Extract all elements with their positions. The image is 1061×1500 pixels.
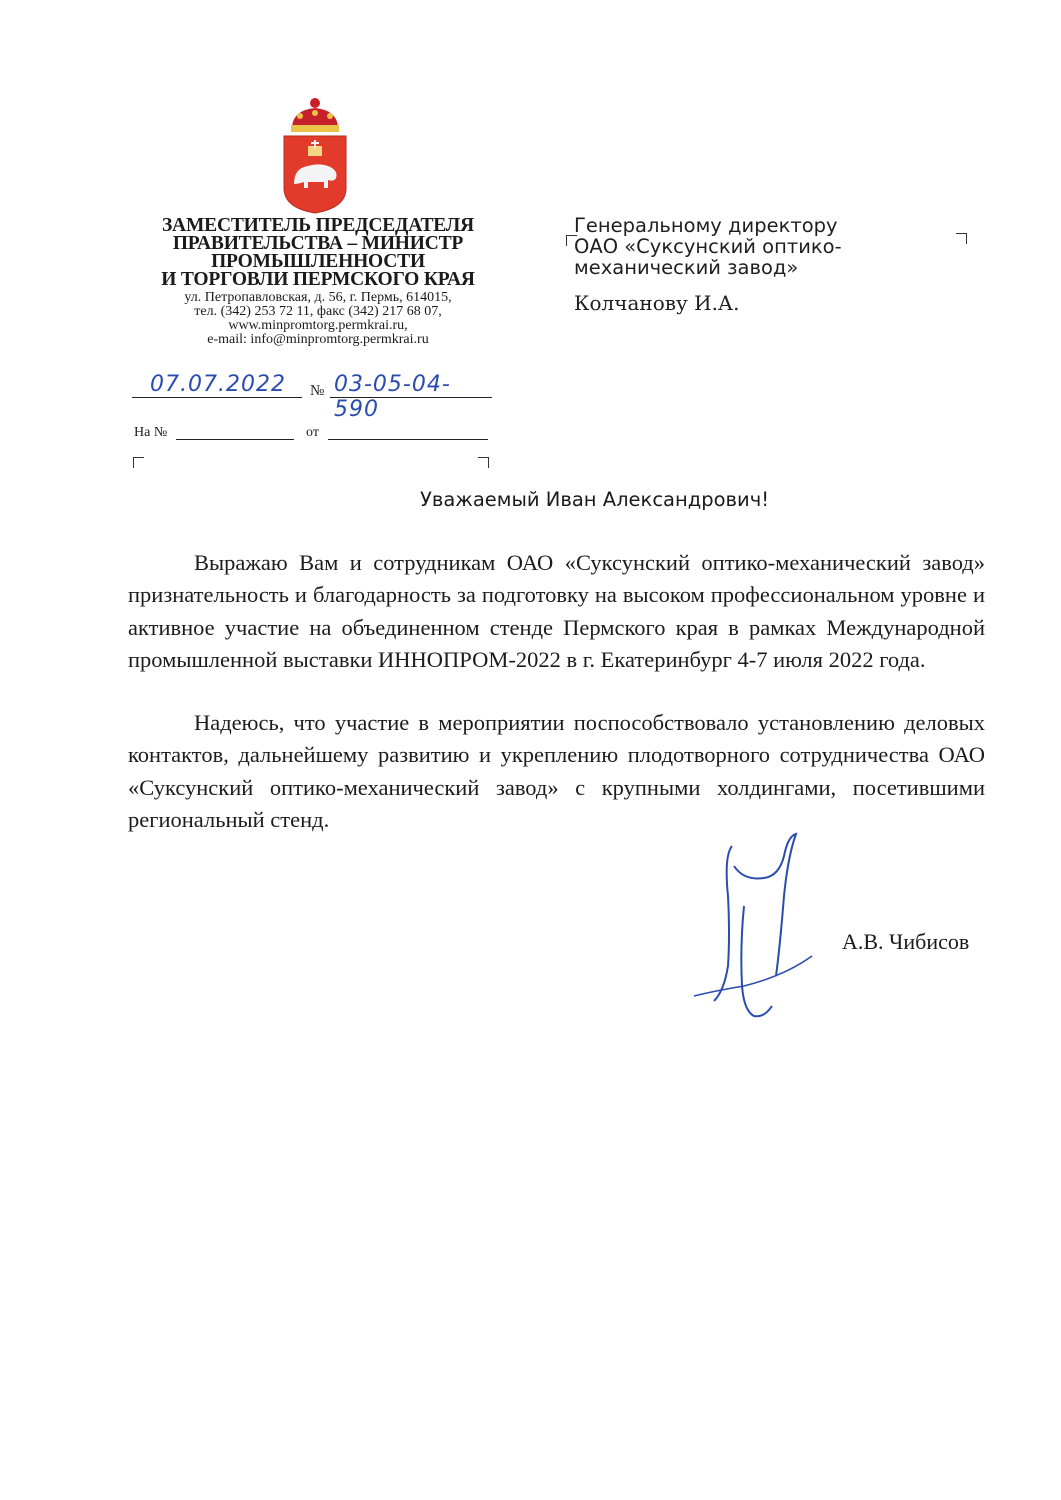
coat-of-arms-icon	[278, 96, 352, 214]
reference-label: На №	[134, 425, 168, 440]
sender-title-line: ЗАМЕСТИТЕЛЬ ПРЕДСЕДАТЕЛЯ	[161, 215, 475, 236]
registration-number-label: №	[310, 383, 325, 399]
reference-number-blank	[176, 439, 294, 440]
sender-title	[118, 217, 518, 289]
sender-block	[118, 217, 518, 347]
body-paragraph: Надеюсь, что участие в мероприятии поспособствовало установлению деловых контактов, дальнейшему развитию и укреплению плодотворного сотрудничества ОАО «Суксунский оптико-механический завод» с крупными холдингами, посетившими региональный стенд.	[128, 710, 985, 833]
registration-number-field	[330, 372, 492, 422]
signature-icon	[684, 826, 814, 1026]
sender-email: e-mail: info@minpromtorg.permkrai.ru	[207, 332, 429, 347]
sender-contact	[118, 291, 518, 347]
sender-title-line: ПРОМЫШЛЕННОСТИ	[211, 251, 425, 272]
recipient-line: ОАО «Суксунский оптико-	[574, 235, 842, 258]
recipient-name: Колчанову И.А.	[574, 291, 740, 315]
sender-address: ул. Петропавловская, д. 56, г. Пермь, 614015,	[184, 290, 452, 305]
sender-title-line: ПРАВИТЕЛЬСТВА – МИНИСТР	[172, 233, 464, 254]
sender-phone: тел. (342) 253 72 11, факс (342) 217 68 07,	[194, 304, 442, 319]
body-paragraph: Выражаю Вам и сотрудникам ОАО «Суксунский оптико-механический завод» признательность и благодарность за подготовку на высоком профессиональном уровне и активное участие на объединенном стенде Пермского края в рамках Международной промышленной выставки ИННОПРОМ-2022 в г. Екатеринбург 4-7 июля 2022 года.	[128, 550, 985, 673]
recipient-block	[574, 215, 842, 314]
corner-mark	[956, 233, 967, 244]
reference-date-blank	[328, 439, 488, 440]
corner-mark	[133, 457, 144, 468]
reference-from-label: от	[306, 425, 319, 440]
registration-date: 07.07.2022	[150, 372, 286, 397]
sender-website: www.minpromtorg.permkrai.ru,	[228, 318, 408, 333]
signer-name: А.В. Чибисов	[842, 929, 970, 954]
registration-date-field	[132, 372, 302, 400]
recipient-line: механический завод»	[574, 256, 799, 279]
recipient-line: Генеральному директору	[574, 214, 838, 237]
registration-number: 03-05-04-590	[334, 372, 451, 422]
corner-mark	[478, 457, 489, 468]
salutation: Уважаемый Иван Александрович!	[419, 488, 770, 511]
sender-title-line: И ТОРГОВЛИ ПЕРМСКОГО КРАЯ	[161, 269, 475, 290]
